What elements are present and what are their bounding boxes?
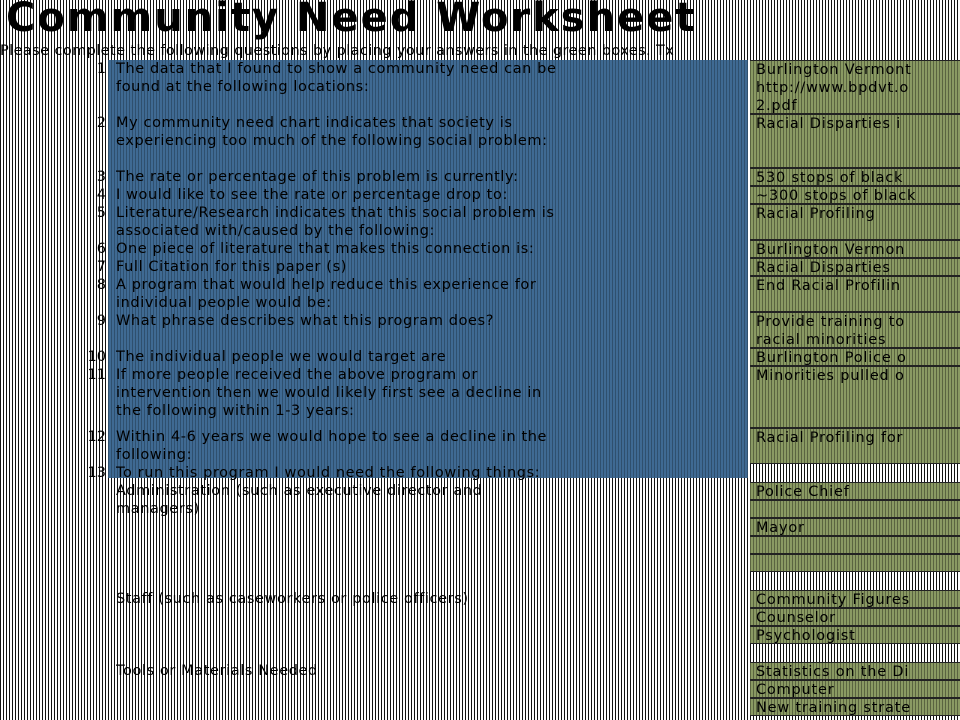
answer-box-3[interactable] — [750, 168, 960, 186]
answer-6: Burlington Vermon — [756, 242, 906, 258]
answer-3: 530 stops of black — [756, 170, 904, 186]
answer-box-7[interactable] — [750, 258, 960, 276]
question-number-5: 5 — [96, 205, 106, 221]
question-2-line-1: My community need chart indicates that society is — [116, 115, 513, 131]
question-number-9: 9 — [96, 313, 106, 329]
answer-10: Burlington Police o — [756, 350, 907, 366]
admin-answer-box-2[interactable] — [750, 518, 960, 536]
tools-answer-3: New training strate — [756, 700, 911, 716]
admin-answer-box-blank-3[interactable] — [750, 554, 960, 572]
staff-answer-3: Psychologist — [756, 628, 856, 644]
answer-12: Racial Profiling for — [756, 430, 904, 446]
question-number-2: 2 — [96, 115, 106, 131]
admin-answer-box-1[interactable] — [750, 482, 960, 500]
tools-answer-box-3[interactable] — [750, 698, 960, 716]
answer-9-line-1: Provide training to — [756, 314, 905, 330]
answer-box-1[interactable] — [750, 60, 960, 114]
question-3-line-1: The rate or percentage of this problem is currently: — [116, 169, 519, 185]
answer-9-line-2: racial minorities — [756, 332, 887, 348]
instructions-text: Please complete the following questions by placing your answers in the green boxes. Tx — [0, 43, 675, 59]
question-6-line-1: One piece of literature that makes this connection is: — [116, 241, 535, 257]
answer-1-line-1: Burlington Vermont — [756, 62, 912, 78]
staff-label: Staff (such as caseworkers or police officers) — [116, 591, 469, 607]
admin-answer-box-blank-1[interactable] — [750, 500, 960, 518]
question-11-line-2: intervention then we would likely first see a decline in — [116, 385, 542, 401]
answer-box-6[interactable] — [750, 240, 960, 258]
question-number-13: 13 — [87, 465, 106, 481]
question-8-line-2: individual people would be: — [116, 295, 332, 311]
answer-8: End Racial Profilin — [756, 278, 901, 294]
administration-label-line-2: managers) — [116, 501, 200, 517]
question-number-12: 12 — [87, 429, 106, 445]
question-number-7: 7 — [96, 259, 106, 275]
question-number-1: 1 — [96, 61, 106, 77]
answer-7: Racial Disparties — [756, 260, 891, 276]
question-12-line-2: following: — [116, 447, 193, 463]
question-8-line-1: A program that would help reduce this experience for — [116, 277, 537, 293]
question-number-4: 4 — [96, 187, 106, 203]
question-11-line-1: If more people received the above program or — [116, 367, 478, 383]
question-11-line-3: the following within 1-3 years: — [116, 403, 355, 419]
question-5-line-2: associated with/caused by the following: — [116, 223, 436, 239]
staff-answer-box-3[interactable] — [750, 626, 960, 644]
question-12-line-1: Within 4-6 years we would hope to see a decline in the — [116, 429, 548, 445]
question-9-line-1: What phrase describes what this program does? — [116, 313, 495, 329]
tools-answer-box-1[interactable] — [750, 662, 960, 680]
answer-box-5[interactable] — [750, 204, 960, 240]
answer-box-4[interactable] — [750, 186, 960, 204]
question-1-line-2: found at the following locations: — [116, 79, 370, 95]
question-number-10: 10 — [87, 349, 106, 365]
tools-answer-2: Computer — [756, 682, 835, 698]
answer-box-12[interactable] — [750, 428, 960, 464]
tools-answer-box-2[interactable] — [750, 680, 960, 698]
staff-answer-1: Community Figures — [756, 592, 910, 608]
question-number-6: 6 — [96, 241, 106, 257]
question-number-3: 3 — [96, 169, 106, 185]
question-number-11: 11 — [87, 367, 106, 383]
answer-2: Racial Disparties i — [756, 116, 901, 132]
staff-answer-box-2[interactable] — [750, 608, 960, 626]
admin-answer-1: Police Chief — [756, 484, 850, 500]
question-2-line-2: experiencing too much of the following social problem: — [116, 133, 548, 149]
question-number-8: 8 — [96, 277, 106, 293]
question-1-line-1: The data that I found to show a community need can be — [116, 61, 557, 77]
answer-1-line-3: 2.pdf — [756, 98, 798, 114]
answer-4: ~300 stops of black — [756, 188, 917, 204]
admin-answer-2: Mayor — [756, 520, 805, 536]
answer-box-8[interactable] — [750, 276, 960, 312]
answer-box-10[interactable] — [750, 348, 960, 366]
tools-label: Tools or Materials Needed — [116, 663, 318, 679]
answer-box-11[interactable] — [750, 366, 960, 428]
tools-answer-1: Statistics on the Di — [756, 664, 910, 680]
question-10-line-1: The individual people we would target are — [116, 349, 447, 365]
admin-answer-box-blank-2[interactable] — [750, 536, 960, 554]
question-7-line-1: Full Citation for this paper (s) — [116, 259, 347, 275]
question-4-line-1: I would like to see the rate or percentage drop to: — [116, 187, 508, 203]
question-13-line-1: To run this program I would need the following things: — [116, 465, 541, 481]
administration-label-line-1: Administration (such as executive director and — [116, 483, 483, 499]
worksheet-title: Community Need Worksheet — [6, 0, 697, 41]
staff-answer-2: Counselor — [756, 610, 836, 626]
question-5-line-1: Literature/Research indicates that this social problem is — [116, 205, 555, 221]
answer-1-line-2: http://www.bpdvt.o — [756, 80, 910, 96]
answer-box-2[interactable] — [750, 114, 960, 168]
answer-11: Minorities pulled o — [756, 368, 905, 384]
answer-box-9[interactable] — [750, 312, 960, 348]
answer-5: Racial Profiling — [756, 206, 876, 222]
staff-answer-box-1[interactable] — [750, 590, 960, 608]
